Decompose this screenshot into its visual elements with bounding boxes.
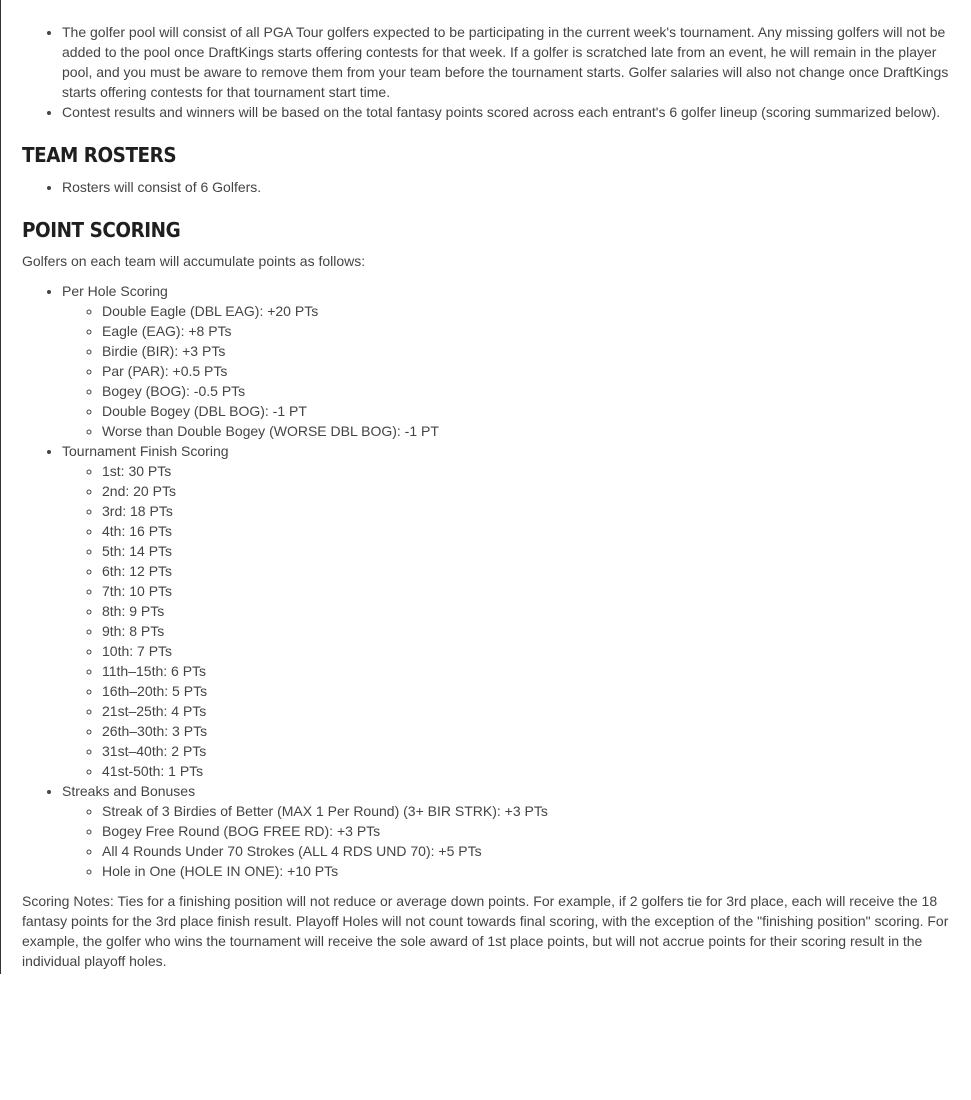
list-item: ◦ Eagle (EAG): +8 PTs bbox=[102, 321, 963, 341]
scoring-groups-list bbox=[22, 281, 963, 881]
team-rosters-heading: TEAM ROSTERS bbox=[22, 143, 177, 167]
list-item: ◦ 16th–20th: 5 PTs bbox=[102, 681, 963, 701]
list-item: ◦ Birdie (BIR): +3 PTs bbox=[102, 341, 963, 361]
list-item: • Contest results and winners will be based on the total fantasy points scored across each entrant's 6 golfer lineup (scoring summarized below). bbox=[62, 102, 963, 122]
per-hole-list bbox=[62, 301, 963, 441]
list-item: ◦ 7th: 10 PTs bbox=[102, 581, 963, 601]
point-scoring-intro: Golfers on each team will accumulate points as follows: bbox=[22, 253, 366, 269]
list-item: ◦ Double Bogey (DBL BOG): -1 PT bbox=[102, 401, 963, 421]
list-item: • Rosters will consist of 6 Golfers. bbox=[62, 177, 963, 197]
list-item: ◦ 41st-50th: 1 PTs bbox=[102, 761, 963, 781]
list-item: ◦ 1st: 30 PTs bbox=[102, 461, 963, 481]
list-item: ◦ 11th–15th: 6 PTs bbox=[102, 661, 963, 681]
list-item: ◦ 8th: 9 PTs bbox=[102, 601, 963, 621]
list-item: • The golfer pool will consist of all PGA Tour golfers expected to be participating in the current week's tournament. Any missing golfers will not be added to the pool once DraftKings starts offering contests for that week. If a golfer is scratched late from an event, he will remain in the player pool, and you must be aware to remove them from your team before the tournament starts. Golfer salaries will also not change once DraftKings starts offering contests for that tournament start time. bbox=[62, 22, 963, 102]
tournament-finish-list bbox=[62, 461, 963, 781]
streaks-bonuses-list bbox=[62, 801, 963, 881]
list-item: ◦ 3rd: 18 PTs bbox=[102, 501, 963, 521]
team-rosters-list bbox=[22, 177, 963, 197]
group-label: Streaks and Bonuses bbox=[62, 783, 196, 799]
point-scoring-heading: POINT SCORING bbox=[22, 218, 181, 242]
group-label: Tournament Finish Scoring bbox=[62, 443, 229, 459]
list-item: ◦ 21st–25th: 4 PTs bbox=[102, 701, 963, 721]
scoring-group-tournament-finish bbox=[62, 441, 963, 781]
list-item: ◦ All 4 Rounds Under 70 Strokes (ALL 4 RDS UND 70): +5 PTs bbox=[102, 841, 963, 861]
list-item: ◦ Streak of 3 Birdies of Better (MAX 1 Per Round) (3+ BIR STRK): +3 PTs bbox=[102, 801, 963, 821]
list-item: ◦ Worse than Double Bogey (WORSE DBL BOG): -1 PT bbox=[102, 421, 963, 441]
group-label: Per Hole Scoring bbox=[62, 283, 168, 299]
scoring-notes: Scoring Notes: Ties for a finishing position will not reduce or average down points. For example, if 2 golfers tie for 3rd place, each will receive the 18 fantasy points for the 3rd place finish result. Playoff Holes will not count towards final scoring, with the exception of the "finishing position" scoring. For example, the golfer who wins the tournament will receive the sole award of 1st place points, but will not accrue points for their scoring result in the individual playoff holes. bbox=[22, 893, 949, 969]
list-item: ◦ 4th: 16 PTs bbox=[102, 521, 963, 541]
list-item: ◦ Bogey Free Round (BOG FREE RD): +3 PTs bbox=[102, 821, 963, 841]
scoring-group-per-hole bbox=[62, 281, 963, 441]
list-item: ◦ 26th–30th: 3 PTs bbox=[102, 721, 963, 741]
list-item: ◦ Hole in One (HOLE IN ONE): +10 PTs bbox=[102, 861, 963, 881]
list-item: ◦ 10th: 7 PTs bbox=[102, 641, 963, 661]
list-item: ◦ 31st–40th: 2 PTs bbox=[102, 741, 963, 761]
list-item: ◦ Par (PAR): +0.5 PTs bbox=[102, 361, 963, 381]
scoring-group-streaks-bonuses bbox=[62, 781, 963, 881]
intro-list bbox=[22, 22, 963, 122]
list-item: ◦ Bogey (BOG): -0.5 PTs bbox=[102, 381, 963, 401]
list-item: ◦ 9th: 8 PTs bbox=[102, 621, 963, 641]
list-item: ◦ 5th: 14 PTs bbox=[102, 541, 963, 561]
list-item: ◦ 2nd: 20 PTs bbox=[102, 481, 963, 501]
list-item: ◦ 6th: 12 PTs bbox=[102, 561, 963, 581]
list-item: ◦ Double Eagle (DBL EAG): +20 PTs bbox=[102, 301, 963, 321]
